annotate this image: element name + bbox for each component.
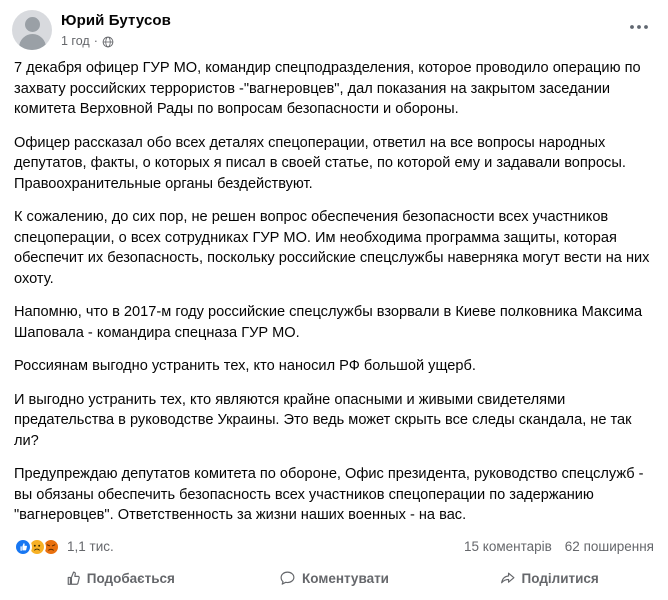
post-paragraph: 7 декабря офицер ГУР МО, командир спецподразделения, которое проводило операцию по захвату российских террористов -"вагнеровцев", дал показания на закрытом заседании комитета Верховной Рады по вопросам безопасности и обороны. — [14, 60, 641, 117]
post-paragraph: Напомню, что в 2017-м году российские спецслужбы взорвали в Киеве полковника Максима Шаповала - командира спецназа ГУР МО. — [14, 304, 643, 341]
post-paragraph: К сожалению, до сих пор, не решен вопрос обеспечения безопасности всех участников спецоперации, о всех сотрудниках ГУР МО. Им необходима программа защиты, которая обеспечит их безопасность, поскольку российские спецслужбы наверняка могут вести на них охоту. — [14, 209, 650, 287]
post-paragraph: Предупреждаю депутатов комитета по обороне, Офис президента, руководство спецслужб - вы обязаны обеспечить безопасность всех участников спецоперации по задержанию "вагнеровцев". Ответственность за жизни наших военных - на вас. — [14, 466, 644, 523]
post-author-name[interactable]: Юрий Бутусов — [61, 12, 171, 29]
post-text — [0, 52, 668, 530]
avatar[interactable] — [12, 10, 52, 50]
post-menu-button[interactable] — [624, 12, 654, 42]
share-icon — [499, 570, 516, 587]
post-action-bar — [0, 562, 668, 600]
post-paragraph: И выгодно устранить тех, кто являются крайне опасными и живыми свидетелями предательства в руководстве Украины. Это ведь может скрыть все следы скандала, не так ли? — [14, 391, 632, 449]
avatar-body — [19, 34, 46, 50]
post-paragraph: Россиянам выгодно устранить тех, кто наносил РФ большой ущерб. — [14, 358, 476, 374]
globe-icon — [102, 35, 114, 47]
post-paragraph: Офицер рассказал обо всех деталях спецоперации, ответил на все вопросы народных депутатов, факты, о которых я писал в своей статье, по которой ему и задавали вопросы. Правоохранительные органы бездействуют. — [14, 134, 626, 192]
engagement-summary — [0, 530, 668, 562]
post-timestamp[interactable]: 1 год — [61, 34, 90, 48]
reaction-summary[interactable] — [14, 538, 114, 556]
comment-share-counts — [451, 539, 654, 554]
reaction-count: 1,1 тис. — [67, 539, 114, 554]
shares-count[interactable]: 62 поширення — [564, 539, 654, 554]
avatar-head — [25, 17, 40, 32]
thumbs-up-icon — [64, 570, 81, 587]
like-button[interactable] — [12, 564, 227, 594]
meta-separator: · — [93, 34, 98, 48]
like-icon — [14, 538, 32, 556]
post-author-block — [61, 10, 171, 49]
comment-button-label: Коментувати — [302, 571, 389, 586]
comment-icon — [279, 570, 296, 587]
post-meta — [61, 33, 171, 49]
share-button[interactable] — [441, 564, 656, 594]
comment-button[interactable] — [227, 564, 442, 594]
like-button-label: Подобається — [86, 571, 175, 586]
post-header — [0, 0, 668, 52]
comments-count[interactable]: 15 коментарів — [464, 539, 552, 554]
reaction-icons — [14, 538, 56, 556]
share-button-label: Поділитися — [521, 571, 599, 586]
